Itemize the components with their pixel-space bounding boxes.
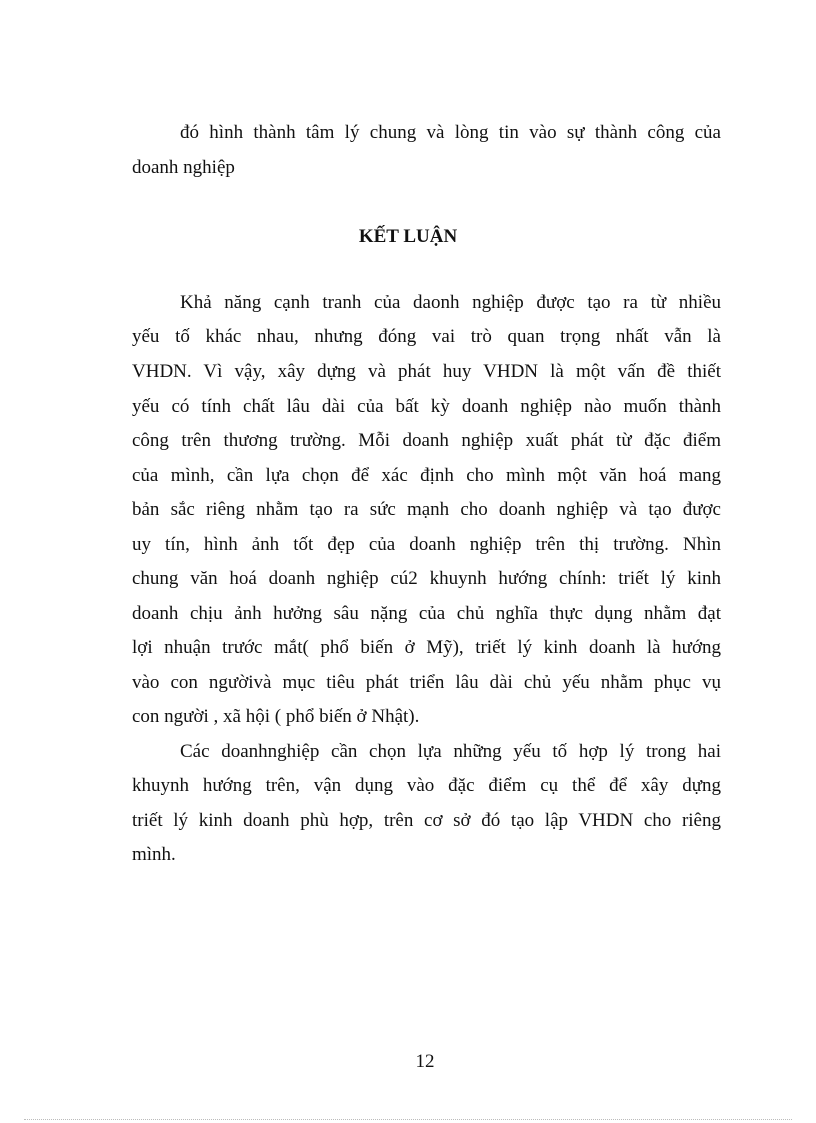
paragraph1-line-9: chung văn hoá doanh nghiệp cú2 khuynh hướng chính: triết lý kinh <box>132 568 721 589</box>
paragraph1-line-5: công trên thương trường. Mỗi doanh nghiệp xuất phát từ đặc điểm <box>132 430 721 451</box>
intro-line-2: doanh nghiệp <box>132 157 235 178</box>
paragraph1-line-11: lợi nhuận trước mắt( phổ biến ở Mỹ), triết lý kinh doanh là hướng <box>132 637 721 658</box>
section-heading: KẾT LUẬN <box>358 226 458 247</box>
paragraph2-line-4: mình. <box>132 844 176 865</box>
paragraph1-line-8: uy tín, hình ảnh tốt đẹp của doanh nghiệp trên thị trường. Nhìn <box>132 534 721 555</box>
paragraph2-line-3: triết lý kinh doanh phù hợp, trên cơ sở đó tạo lập VHDN cho riêng <box>132 810 721 831</box>
page-number: 12 <box>415 1051 435 1072</box>
paragraph2-line-1: Các doanhnghiệp cần chọn lựa những yếu tố hợp lý trong hai <box>180 741 721 762</box>
paragraph1-line-13: con người , xã hội ( phổ biến ở Nhật). <box>132 706 420 727</box>
paragraph2-line-2: khuynh hướng trên, vận dụng vào đặc điểm cụ thể để xây dựng <box>132 775 721 796</box>
paragraph1-line-1: Khả năng cạnh tranh của daonh nghiệp được tạo ra từ nhiều <box>180 292 721 313</box>
paragraph1-line-3: VHDN. Vì vậy, xây dựng và phát huy VHDN là một vấn đề thiết <box>132 361 721 382</box>
intro-line-1: đó hình thành tâm lý chung và lòng tin vào sự thành công của <box>180 122 721 143</box>
paragraph1-line-4: yếu có tính chất lâu dài của bất kỳ doanh nghiệp nào muốn thành <box>132 396 721 417</box>
paragraph1-line-2: yếu tố khác nhau, nhưng đóng vai trò quan trọng nhất vẫn là <box>132 326 721 347</box>
paragraph1-line-6: của mình, cần lựa chọn để xác định cho mình một văn hoá mang <box>132 465 721 486</box>
paragraph1-line-7: bản sắc riêng nhằm tạo ra sức mạnh cho doanh nghiệp và tạo được <box>132 499 721 520</box>
paragraph1-line-12: vào con ngườivà mục tiêu phát triển lâu dài chủ yếu nhằm phục vụ <box>132 672 721 693</box>
paragraph1-line-10: doanh chịu ảnh hưởng sâu nặng của chủ nghĩa thực dụng nhằm đạt <box>132 603 721 624</box>
page-bottom-divider <box>24 1119 792 1120</box>
